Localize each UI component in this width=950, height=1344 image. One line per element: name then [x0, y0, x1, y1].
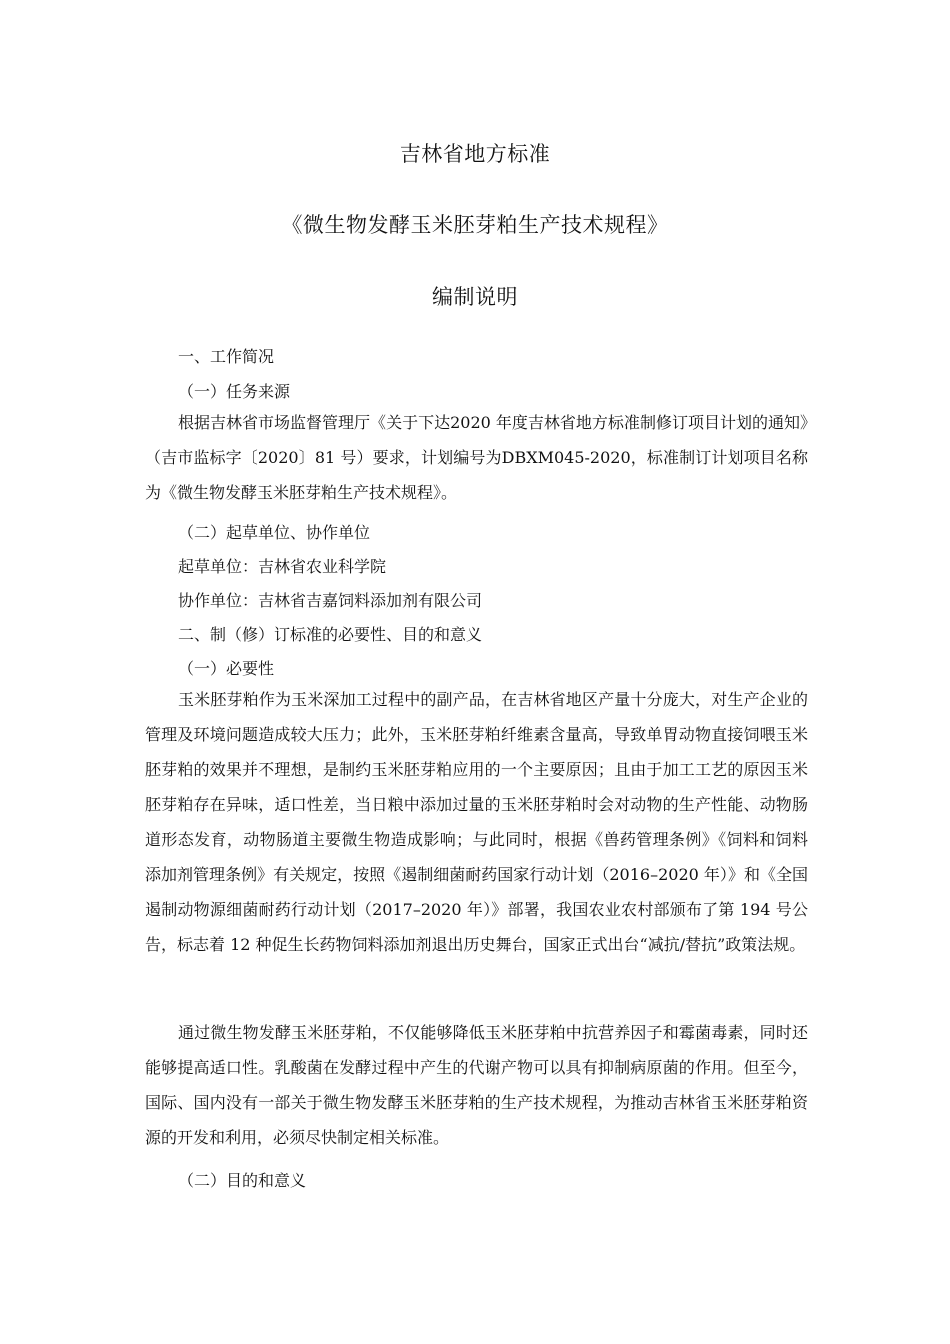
paragraph-necessity-2: 通过微生物发酵玉米胚芽粕，不仅能够降低玉米胚芽粕中抗营养因子和霉菌毒素，同时还能够提高适口性。乳酸菌在发酵过程中产生的代谢产物可以具有抑制病原菌的作用。但至今，国际、国内没有一部关于微生物发酵玉米胚芽粕的生产技术规程，为推动吉林省玉米胚芽粕资源的开发和利用，必须尽快制定相关标准。 — [145, 1023, 808, 1147]
subsection-heading-task-source: （一）任务来源 — [178, 382, 291, 401]
cooperating-unit: 协作单位：吉林省吉嘉饲料添加剂有限公司 — [178, 591, 483, 610]
document-title-standard: 吉林省地方标准 — [399, 142, 551, 166]
paragraph-task-source: 根据吉林省市场监督管理厅《关于下达2020 年度吉林省地方标准制修订项目计划的通知》（吉市监标字〔2020〕81 号）要求，计划编号为DBXM045-2020，标准制订计划项目名称为《微生物发酵玉米胚芽粕生产技术规程》。 — [145, 413, 808, 502]
drafting-unit: 起草单位：吉林省农业科学院 — [178, 557, 387, 576]
section-heading-necessity: 二、制（修）订标准的必要性、目的和意义 — [178, 625, 483, 644]
subsection-heading-necessity: （一）必要性 — [178, 659, 275, 678]
paragraph-necessity-1: 玉米胚芽粕作为玉米深加工过程中的副产品，在吉林省地区产量十分庞大，对生产企业的管理及环境问题造成较大压力；此外，玉米胚芽粕纤维素含量高，导致单胃动物直接饲喂玉米胚芽粕的效果并不理想，是制约玉米胚芽粕应用的一个主要原因；且由于加工工艺的原因玉米胚芽粕存在异味，适口性差，当日粮中添加过量的玉米胚芽粕时会对动物的生产性能、动物肠道形态发育，动物肠道主要微生物造成影响；与此同时，根据《兽药管理条例》《饲料和饲料添加剂管理条例》有关规定，按照《遏制细菌耐药国家行动计划（2016–2020 年）》和《全国遏制动物源细菌耐药行动计划（2017–2020 年）》部署，我国农业农村部颁布了第 194 号公告，标志着 12 种促生长药物饲料添加剂退出历史舞台，国家正式出台“减抗/替抗”政策法规。 — [145, 690, 808, 954]
subsection-heading-units: （二）起草单位、协作单位 — [178, 523, 371, 542]
document-title-name: 《微生物发酵玉米胚芽粕生产技术规程》 — [281, 213, 669, 237]
subsection-heading-purpose: （二）目的和意义 — [178, 1171, 307, 1190]
document-title-explanation: 编制说明 — [432, 285, 518, 309]
section-heading-work-overview: 一、工作简况 — [178, 347, 275, 366]
